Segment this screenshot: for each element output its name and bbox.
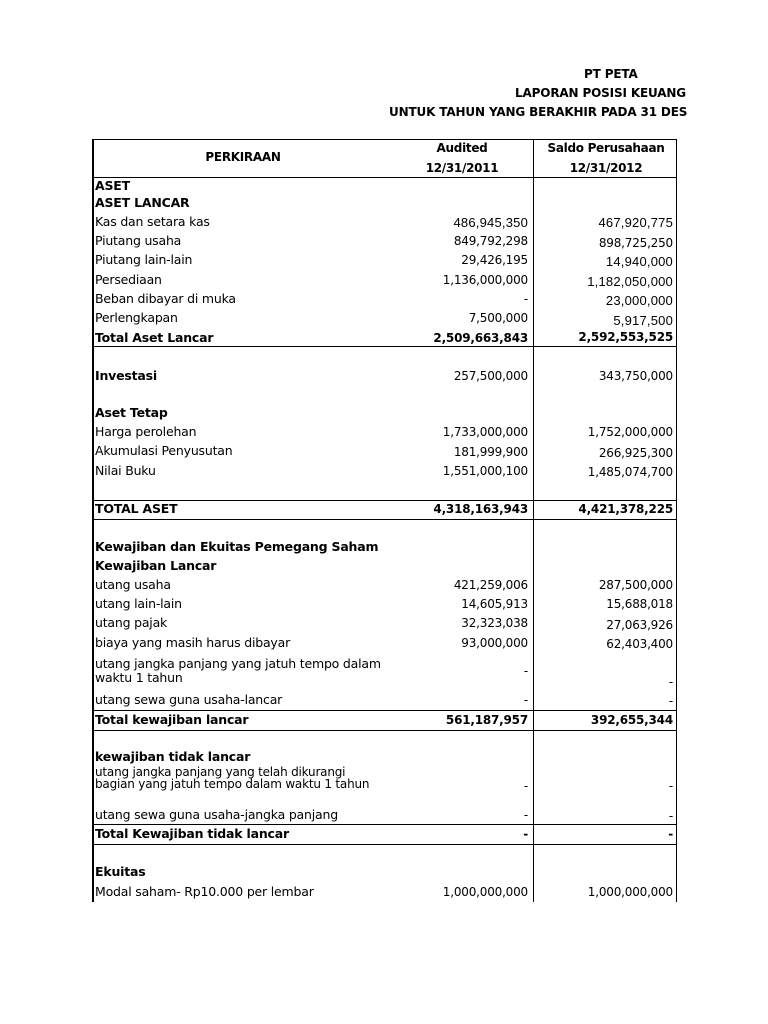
report-period: UNTUK TAHUN YANG BERAKHIR PADA 31 DES: [389, 105, 688, 119]
total-aset-lancar-bottom-line: [93, 346, 677, 347]
row-label: utang sewa guna usaha-jangka panjang: [95, 807, 338, 822]
cell-audited: 4,318,163,943: [433, 502, 528, 516]
cell-audited: 1,136,000,000: [442, 273, 528, 287]
cell-audited: 486,945,350: [453, 215, 528, 230]
cell-audited: 32,323,038: [461, 616, 528, 630]
row-label: TOTAL ASET: [95, 501, 178, 516]
row-label: utang sewa guna usaha-lancar: [95, 692, 283, 707]
cell-saldo: 266,925,300: [598, 446, 673, 460]
header-col2-title: Saldo Perusahaan: [547, 141, 665, 155]
row-label: kewajiban tidak lancar: [95, 749, 251, 764]
cell-saldo: 14,940,000: [605, 254, 673, 269]
cell-audited: 93,000,000: [461, 636, 528, 650]
row-label: Total kewajiban lancar: [95, 712, 249, 727]
row-label: ASET LANCAR: [95, 195, 190, 210]
cell-saldo: 4,421,378,225: [578, 502, 673, 516]
cell-saldo: 5,917,500: [613, 313, 673, 328]
cell-audited: -: [523, 693, 528, 707]
row-label: Akumulasi Penyusutan: [95, 443, 233, 458]
table-left-edge: [92, 139, 93, 902]
cell-saldo: 27,063,926: [606, 618, 673, 632]
cell-audited: -: [523, 292, 528, 306]
cell-saldo: 1,000,000,000: [587, 885, 673, 899]
total-aset-top-line: [93, 500, 677, 501]
cell-audited: 561,187,957: [445, 713, 528, 727]
company-name: PT PETA: [584, 67, 638, 81]
row-label: Nilai Buku: [95, 463, 156, 478]
row-label: utang jangka panjang yang jatuh tempo dalam waktu 1 tahun: [95, 656, 381, 685]
row-label: utang pajak: [95, 615, 168, 630]
cell-saldo: -: [668, 779, 673, 793]
row-label: Beban dibayar di muka: [95, 291, 236, 306]
cell-audited: -: [523, 664, 528, 678]
cell-saldo: 392,655,344: [590, 713, 673, 727]
row-label: biaya yang masih harus dibayar: [95, 635, 291, 650]
cell-audited: 14,605,913: [461, 597, 528, 611]
row-label: ASET: [95, 178, 130, 193]
row-label: Ekuitas: [95, 864, 146, 879]
cell-saldo: 1,485,074,700: [587, 465, 673, 479]
cell-audited: 1,551,000,100: [442, 464, 528, 478]
column-divider-1: [533, 139, 534, 902]
row-label: Investasi: [95, 368, 157, 383]
row-label: Modal saham- Rp10.000 per lembar: [95, 884, 314, 899]
cell-audited: 181,999,900: [453, 445, 528, 459]
cell-saldo: 2,592,553,525: [578, 330, 673, 344]
cell-audited: -: [523, 808, 528, 822]
cell-saldo: 15,688,018: [606, 597, 673, 611]
cell-audited: 7,500,000: [468, 311, 528, 325]
cell-audited: 2,509,663,843: [433, 331, 528, 345]
row-label: utang jangka panjang yang telah dikurangi bagian yang jatuh tempo dalam waktu 1 tahun: [95, 765, 370, 791]
cell-saldo: 287,500,000: [598, 578, 673, 592]
row-label: Perlengkapan: [95, 310, 178, 325]
row-label: Aset Tetap: [95, 405, 168, 420]
total-kewajiban-lancar-bottom-line: [93, 730, 677, 731]
cell-audited: 257,500,000: [453, 369, 528, 383]
header-col2-date: 12/31/2012: [569, 161, 643, 175]
total-kewajiban-tidak-lancar-top-line: [93, 824, 677, 825]
cell-audited: -: [523, 779, 528, 793]
header-bottom-line: [93, 177, 677, 178]
cell-saldo: 1,752,000,000: [587, 425, 673, 439]
cell-audited: 29,426,195: [461, 253, 528, 267]
cell-audited: 421,259,006: [453, 578, 528, 592]
row-label: Piutang lain-lain: [95, 252, 193, 267]
cell-saldo: 62,403,400: [606, 637, 673, 651]
row-label: Piutang usaha: [95, 233, 182, 248]
cell-saldo: -: [668, 827, 673, 841]
cell-saldo: -: [668, 694, 673, 708]
cell-saldo: -: [668, 809, 673, 823]
total-kewajiban-tidak-lancar-bottom-line: [93, 844, 677, 845]
cell-saldo: 467,920,775: [598, 215, 673, 230]
row-label: Kewajiban dan Ekuitas Pemegang Saham: [95, 539, 379, 554]
row-label: utang usaha: [95, 577, 171, 592]
cell-audited: 1,000,000,000: [442, 885, 528, 899]
header-perkiraan: PERKIRAAN: [205, 150, 281, 164]
cell-audited: -: [523, 827, 528, 841]
report-title: LAPORAN POSISI KEUANG: [515, 86, 686, 100]
row-label: Kas dan setara kas: [95, 214, 210, 229]
row-label: utang lain-lain: [95, 596, 182, 611]
total-aset-bottom-line: [93, 519, 677, 520]
cell-saldo: 1,182,050,000: [587, 274, 673, 289]
row-label: Harga perolehan: [95, 424, 197, 439]
cell-saldo: 898,725,250: [598, 236, 673, 250]
header-col1-date: 12/31/2011: [425, 161, 499, 175]
cell-saldo: 343,750,000: [598, 369, 673, 383]
row-label: Total Aset Lancar: [95, 330, 214, 345]
cell-saldo: 23,000,000: [605, 293, 673, 308]
total-kewajiban-lancar-top-line: [93, 710, 677, 711]
row-label: Kewajiban Lancar: [95, 558, 217, 573]
cell-audited: 1,733,000,000: [442, 425, 528, 439]
cell-saldo: -: [668, 675, 673, 689]
header-col1-title: Audited: [436, 141, 488, 155]
cell-audited: 849,792,298: [453, 234, 528, 248]
row-label: Persediaan: [95, 272, 162, 287]
row-label: Total Kewajiban tidak lancar: [95, 826, 289, 841]
